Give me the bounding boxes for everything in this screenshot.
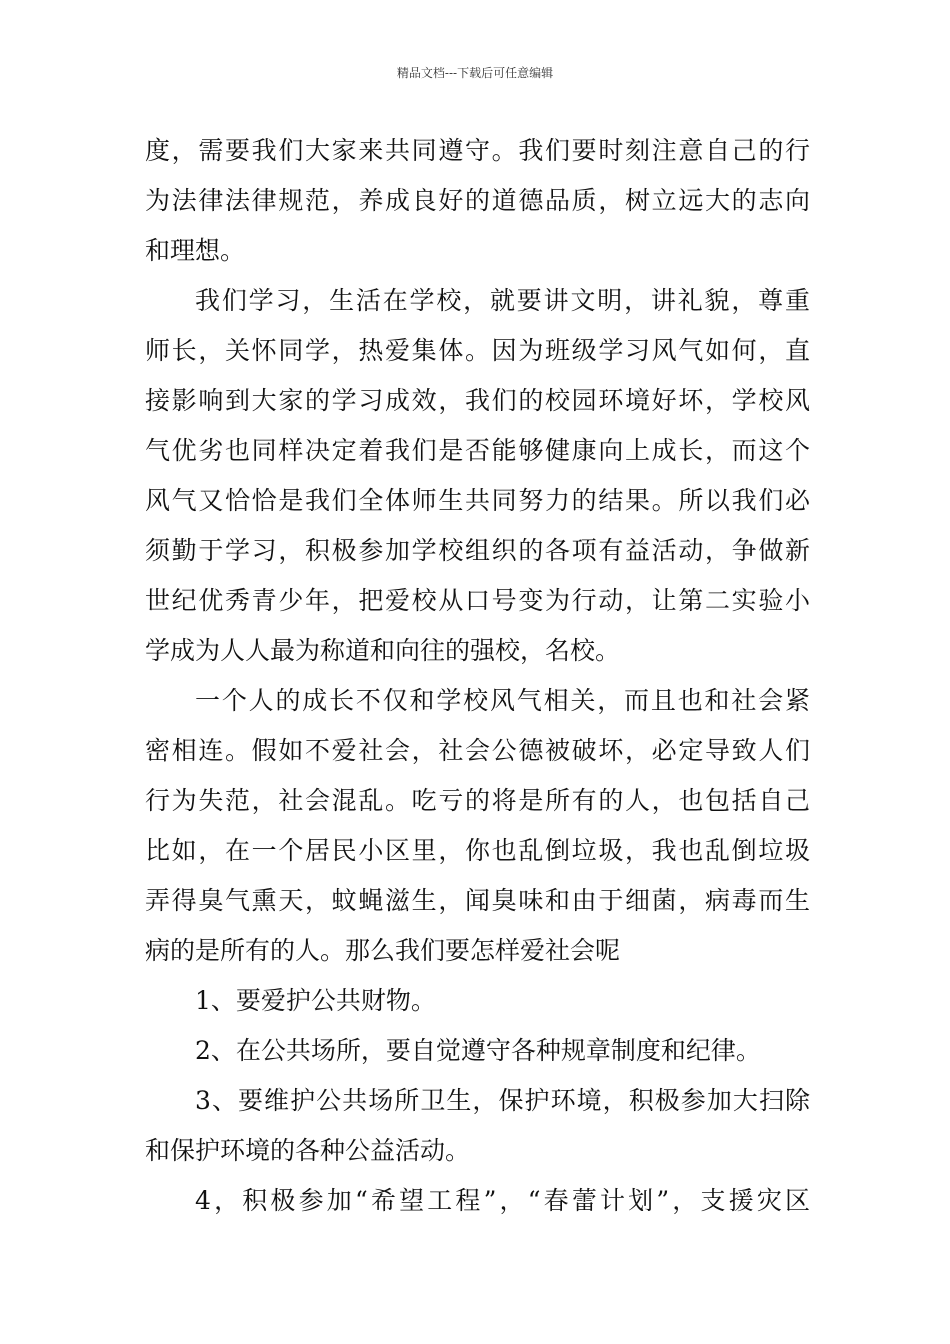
text-line: 2、在公共场所，要自觉遵守各种规章制度和纪律。 — [195, 1036, 761, 1065]
text-line: 风气又恰恰是我们全体师生共同努力的结果。所以我们必 — [145, 486, 810, 515]
text-line: 气优劣也同样决定着我们是否能够健康向上成长，而这个 — [145, 436, 810, 465]
page-header: 精品文档---下载后可任意编辑 — [396, 66, 554, 80]
text-line: 密相连。假如不爱社会，社会公德被破坏，必定导致人们 — [145, 736, 810, 765]
text-line: 我们学习，生活在学校，就要讲文明，讲礼貌，尊重 — [195, 286, 810, 315]
text-line: 行为失范，社会混乱。吃亏的将是所有的人，也包括自己 — [145, 786, 810, 815]
paragraph — [145, 276, 810, 676]
text-line: 比如，在一个居民小区里，你也乱倒垃圾，我也乱倒垃圾 — [145, 836, 810, 865]
text-line: 和保护环境的各种公益活动。 — [145, 1136, 471, 1165]
text-line: 1、要爱护公共财物。 — [195, 986, 436, 1015]
text-line: 3、要维护公共场所卫生，保护环境，积极参加大扫除 — [195, 1086, 810, 1115]
text-line: 和理想。 — [145, 236, 246, 265]
text-line: 须勤于学习，积极参加学校组织的各项有益活动，争做新 — [145, 536, 810, 565]
text-line: 世纪优秀青少年，把爱校从口号变为行动，让第二实验小 — [145, 586, 810, 615]
text-line: 师长，关怀同学，热爱集体。因为班级学习风气如何，直 — [145, 336, 810, 365]
paragraph — [145, 676, 810, 976]
text-line: 病的是所有的人。那么我们要怎样爱社会呢 — [145, 936, 621, 965]
text-line: 学成为人人最为称道和向往的强校，名校。 — [145, 636, 621, 665]
text-line: 4，积极参加“希望工程”，“春蕾计划”，支援灾区 — [195, 1186, 810, 1215]
text-line: 一个人的成长不仅和学校风气相关，而且也和社会紧 — [195, 686, 810, 715]
text-line: 弄得臭气熏天，蚊蝇滋生，闻臭味和由于细菌，病毒而生 — [145, 886, 810, 915]
list-item — [145, 976, 810, 1026]
text-line: 度，需要我们大家来共同遵守。我们要时刻注意自己的行 — [145, 136, 810, 165]
text-line: 接影响到大家的学习成效，我们的校园环境好坏，学校风 — [145, 386, 810, 415]
text-line: 为法律法律规范，养成良好的道德品质，树立远大的志向 — [145, 186, 810, 215]
list-item — [145, 1076, 810, 1176]
document-body — [145, 126, 810, 1226]
list-item — [145, 1176, 810, 1226]
paragraph — [145, 126, 810, 276]
list-item — [145, 1026, 810, 1076]
